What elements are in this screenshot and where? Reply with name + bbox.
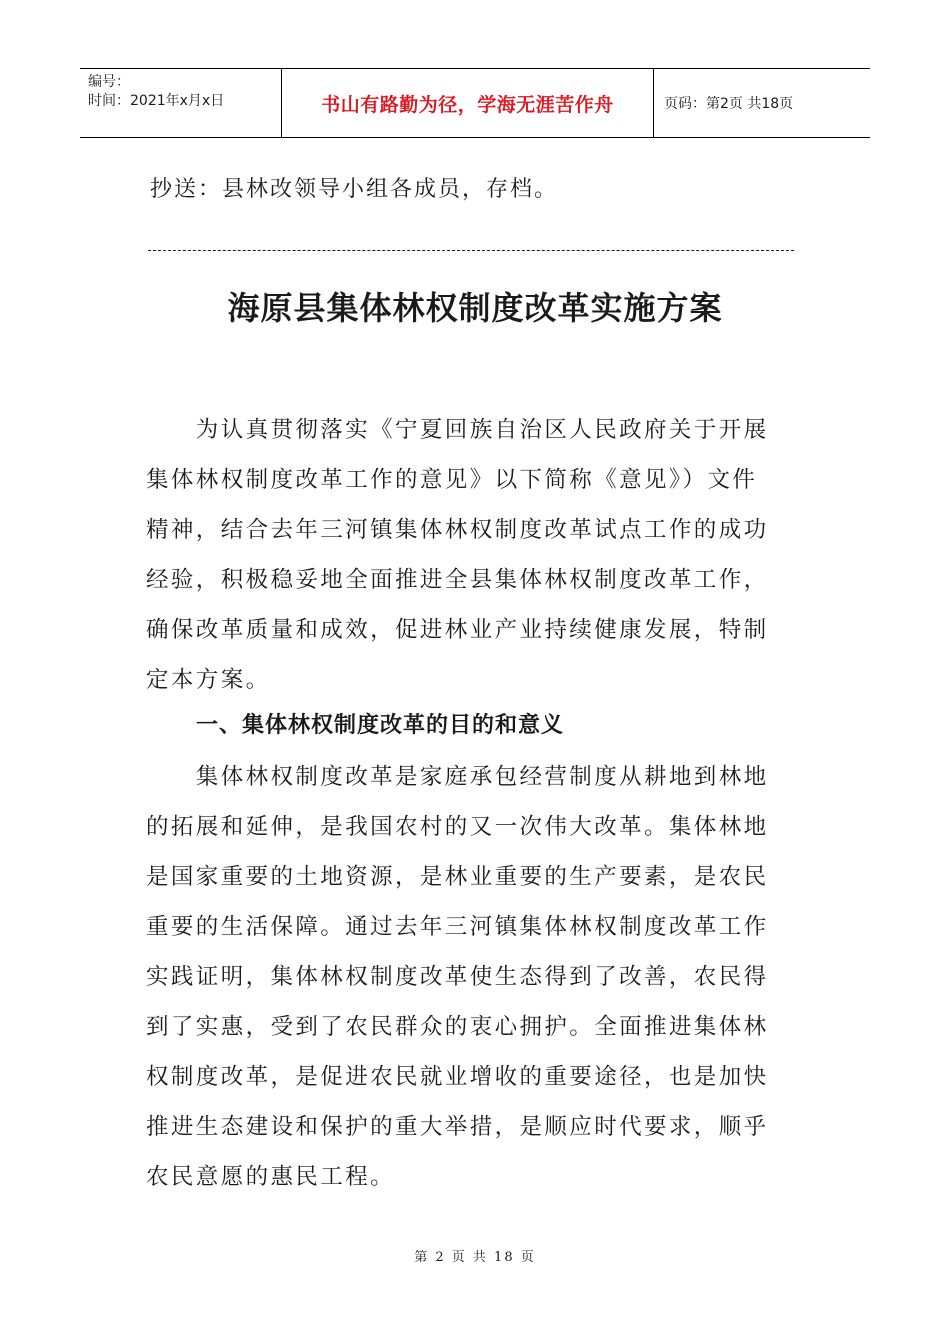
paragraph-line: 权制度改革，是促进农民就业增收的重要途径，也是加快 <box>146 1064 769 1090</box>
document-title: 海原县集体林权制度改革实施方案 <box>227 289 723 327</box>
section-heading: 一、集体林权制度改革的目的和意义 <box>196 713 565 738</box>
paragraph-line: 定本方案。 <box>146 667 271 693</box>
paragraph-intro <box>146 405 806 705</box>
serial-label: 编号： <box>88 74 130 90</box>
paragraph-line: 是国家重要的土地资源，是林业重要的生产要素，是农民 <box>146 864 769 890</box>
paragraph-line: 的拓展和延伸，是我国农村的又一次伟大改革。集体林地 <box>146 814 769 840</box>
page-footer: 第 2 页 共 18 页 <box>414 1250 536 1265</box>
paragraph-line: 精神，结合去年三河镇集体林权制度改革试点工作的成功 <box>146 517 769 543</box>
paragraph-line: 确保改革质量和成效，促进林业产业持续健康发展，特制 <box>146 617 769 643</box>
header-motto: 书山有路勤为径，学海无涯苦作舟 <box>282 69 654 137</box>
paragraph-line: 集体林权制度改革工作的意见》以下简称《意见》）文件 <box>146 467 758 493</box>
page-header <box>80 68 870 138</box>
header-page-info: 页码：第2页 共18页 <box>664 96 794 112</box>
cc-line: 抄送：县林改领导小组各成员，存档。 <box>150 177 559 202</box>
paragraph-line: 集体林权制度改革是家庭承包经营制度从耕地到林地 <box>146 764 769 790</box>
paragraph-line: 为认真贯彻落实《宁夏回族自治区人民政府关于开展 <box>146 417 769 443</box>
paragraph-line: 到了实惠，受到了农民群众的衷心拥护。全面推进集体林 <box>146 1014 769 1040</box>
paragraph-line: 实践证明，集体林权制度改革使生态得到了改善，农民得 <box>146 964 769 990</box>
paragraph-line: 农民意愿的惠民工程。 <box>146 1164 396 1190</box>
time-label: 时间：2021年x月x日 <box>88 93 225 109</box>
paragraph-line: 经验，积极稳妥地全面推进全县集体林权制度改革工作， <box>146 567 769 593</box>
header-meta-cell <box>80 69 282 137</box>
paragraph-line: 推进生态建设和保护的重大举措，是顺应时代要求，顺乎 <box>146 1114 769 1140</box>
separator-dashes <box>148 250 794 251</box>
paragraph-line: 重要的生活保障。通过去年三河镇集体林权制度改革工作 <box>146 914 769 940</box>
paragraph-purpose <box>146 752 806 1202</box>
